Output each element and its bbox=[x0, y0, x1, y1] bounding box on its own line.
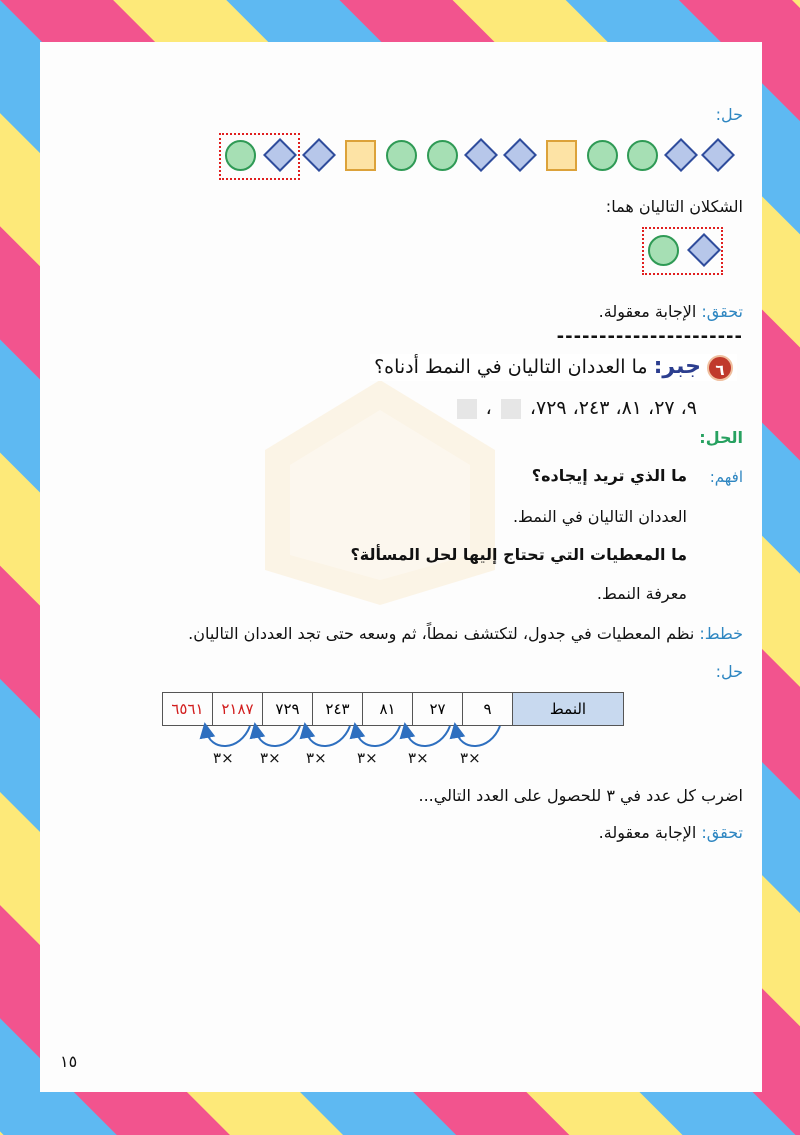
question-line bbox=[370, 354, 737, 381]
table-cell: ٧٢٩ bbox=[263, 693, 313, 726]
table-cell-answer: ٢١٨٧ bbox=[213, 693, 263, 726]
table-cell: ٩ bbox=[463, 693, 513, 726]
circle-shape bbox=[427, 140, 458, 171]
check-line-1 bbox=[599, 302, 743, 321]
answer-data-needed: معرفة النمط. bbox=[596, 584, 687, 603]
multiplier-label: ×٣ bbox=[408, 749, 429, 767]
divider-line: ---------------------- bbox=[556, 326, 743, 347]
blank-box bbox=[501, 399, 521, 419]
table-cell: ٢٧ bbox=[413, 693, 463, 726]
square-shape bbox=[345, 140, 376, 171]
arrow-icon bbox=[256, 726, 300, 746]
solve-label-top: حل: bbox=[715, 105, 743, 124]
multiplier-label: ×٣ bbox=[357, 749, 378, 767]
arrow-icon bbox=[356, 726, 400, 746]
arrow-icon bbox=[306, 726, 350, 746]
question-what-find: ما الذي تريد إيجاده؟ bbox=[531, 466, 687, 485]
arrow-icon bbox=[206, 726, 250, 746]
answer-what-find: العددان التاليان في النمط. bbox=[512, 507, 687, 526]
check-text: الإجابة معقولة. bbox=[598, 302, 697, 321]
question-topic: جبر: bbox=[653, 354, 701, 379]
question-number-badge: ٦ bbox=[707, 355, 733, 381]
table-cell: ٢٤٣ bbox=[313, 693, 363, 726]
check-text: الإجابة معقولة. bbox=[598, 823, 697, 842]
sequence-values: ٩، ٢٧، ٨١، ٢٤٣، ٧٢٩، bbox=[529, 397, 697, 419]
blank-box bbox=[457, 399, 477, 419]
table-cell-answer: ٦٥٦١ bbox=[163, 693, 213, 726]
next-shapes-text: الشكلان التاليان هما: bbox=[605, 197, 743, 216]
explanation-text: اضرب كل عدد في ٣ للحصول على العدد التالي... bbox=[418, 786, 743, 805]
circle-shape bbox=[627, 140, 658, 171]
sequence-separator: ، bbox=[485, 397, 492, 419]
page-number: ١٥ bbox=[60, 1052, 78, 1071]
understand-label: افهم: bbox=[709, 468, 743, 486]
check-label: تحقق: bbox=[701, 302, 743, 321]
question-sequence bbox=[454, 397, 697, 419]
check-label: تحقق: bbox=[701, 823, 743, 842]
question-text: ما العددان التاليان في النمط أدناه؟ bbox=[374, 356, 648, 378]
check-line-2 bbox=[599, 823, 743, 842]
table-row bbox=[163, 693, 624, 726]
arrow-icon bbox=[456, 726, 500, 746]
circle-shape bbox=[648, 235, 679, 266]
square-shape bbox=[546, 140, 577, 171]
multiplier-label: ×٣ bbox=[460, 749, 481, 767]
solution-heading: الحل: bbox=[699, 428, 743, 447]
arrow-icon bbox=[406, 726, 450, 746]
multiply-arrows bbox=[190, 722, 520, 752]
table-header-cell: النمط bbox=[513, 693, 624, 726]
plan-text: نظم المعطيات في جدول، لتكتشف نمطاً، ثم وسعه حتى تجد العددان التاليان. bbox=[188, 624, 695, 643]
multiplier-label: ×٣ bbox=[306, 749, 327, 767]
table-cell: ٨١ bbox=[363, 693, 413, 726]
multiplier-label: ×٣ bbox=[213, 749, 234, 767]
multiplier-label: ×٣ bbox=[260, 749, 281, 767]
pattern-table bbox=[162, 692, 624, 726]
circle-shape bbox=[587, 140, 618, 171]
plan-label: خطط: bbox=[699, 624, 743, 643]
circle-shape bbox=[225, 140, 256, 171]
plan-line bbox=[188, 624, 743, 643]
solve-label-bottom: حل: bbox=[715, 662, 743, 681]
circle-shape bbox=[386, 140, 417, 171]
question-data-needed: ما المعطيات التي تحتاج إليها لحل المسألة؟ bbox=[350, 545, 687, 564]
